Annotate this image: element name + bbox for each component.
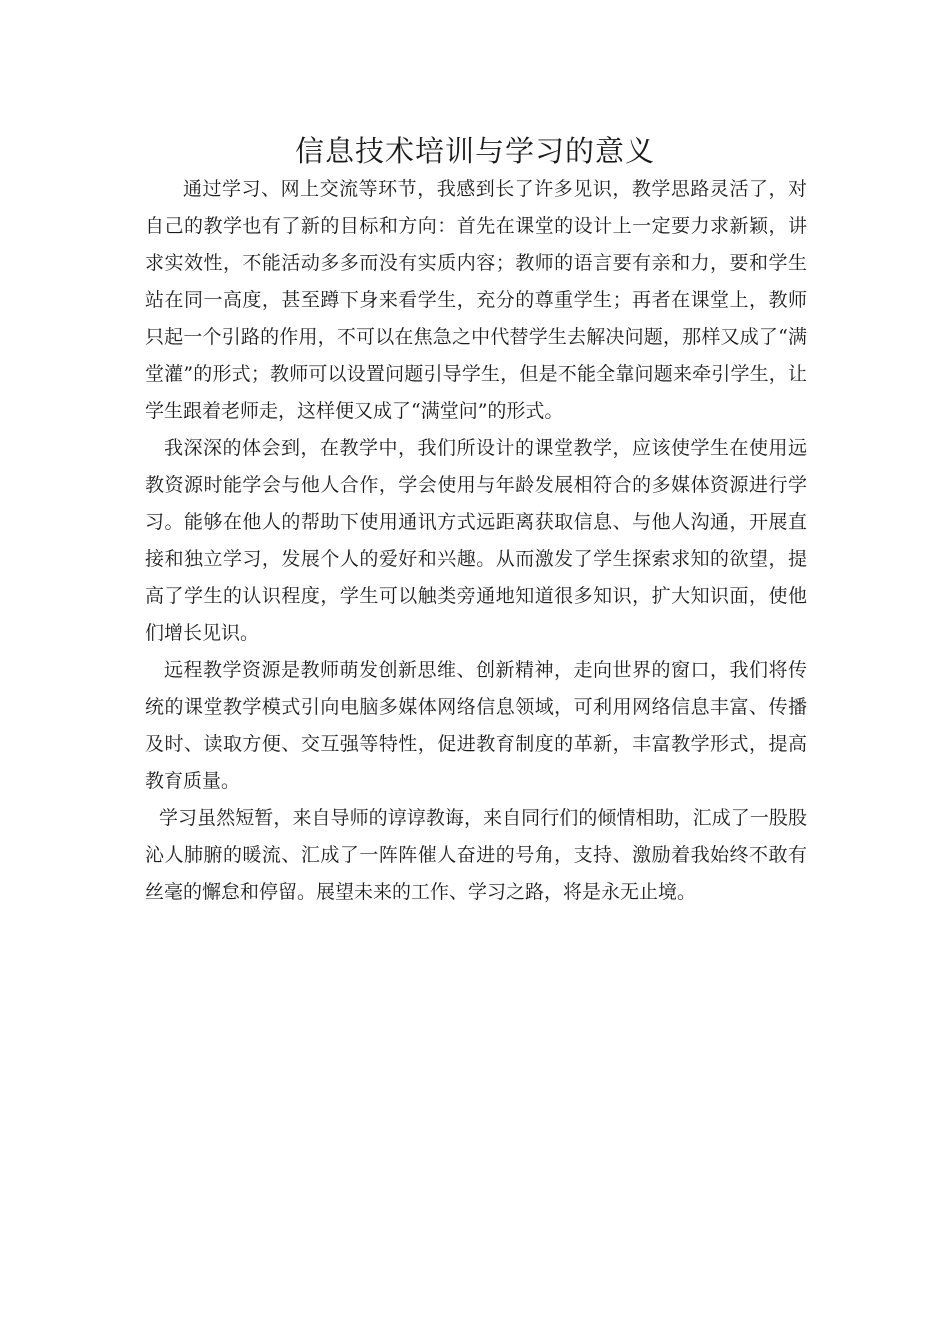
paragraph-4: 学习虽然短暂，来自导师的谆谆教诲，来自同行们的倾情相助，汇成了一股股沁人肺腑的暖流、汇成了一阵阵催人奋进的号角，支持、激励着我始终不敢有丝毫的懈怠和停留。展望未来的工作、学习之路，将是永无止境。 <box>145 807 807 903</box>
document-title: 信息技术培训与学习的意义 <box>294 134 655 168</box>
paragraph-3: 远程教学资源是教师萌发创新思维、创新精神，走向世界的窗口，我们将传统的课堂教学模式引向电脑多媒体网络信息领域，可利用网络信息丰富、传播及时、读取方便、交互强等特性，促进教育制度的革新，丰富教学形式，提高教育质量。 <box>145 659 807 792</box>
paragraph-1: 通过学习、网上交流等环节，我感到长了许多见识，教学思路灵活了，对自己的教学也有了新的目标和方向：首先在课堂的设计上一定要力求新颖，讲求实效性，不能活动多多而没有实质内容；教师的语言要有亲和力，要和学生站在同一高度，甚至蹲下身来看学生，充分的尊重学生；再者在课堂上，教师只起一个引路的作用，不可以在焦急之中代替学生去解决问题，那样又成了“满堂灌”的形式；教师可以设置问题引导学生，但是不能全靠问题来牵引学生，让学生跟着老师走，这样便又成了“满堂问”的形式。 <box>145 178 807 422</box>
paragraph-2: 我深深的体会到，在教学中，我们所设计的课堂教学，应该使学生在使用远教资源时能学会与他人合作，学会使用与年龄发展相符合的多媒体资源进行学习。能够在他人的帮助下使用通讯方式远距离获取信息、与他人沟通，开展直接和独立学习，发展个人的爱好和兴趣。从而激发了学生探索求知的欲望，提高了学生的认识程度，学生可以触类旁通地知道很多知识，扩大知识面，使他们增长见识。 <box>145 437 807 644</box>
document-body <box>145 171 807 911</box>
